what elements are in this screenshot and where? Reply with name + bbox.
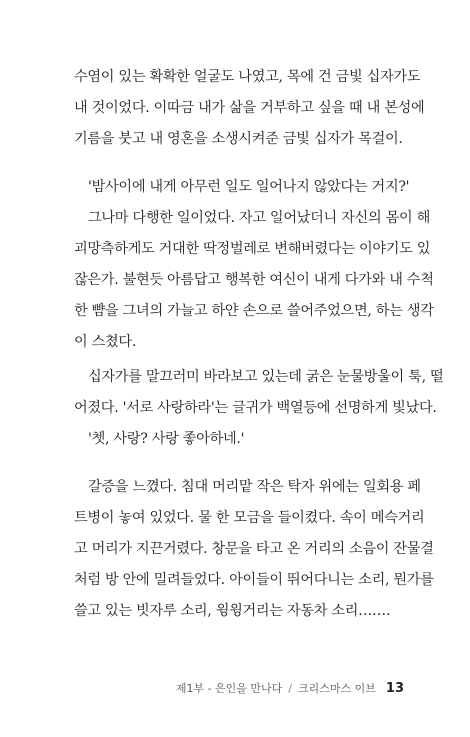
text-line: 고 머리가 지끈거렸다. 창문을 타고 온 거리의 소음이 잔물결 [74, 541, 434, 557]
text-line: 어졌다. '서로 사랑하라'는 글귀가 백열등에 선명하게 빛났다. [74, 400, 437, 416]
paragraph-4 [74, 472, 434, 627]
text-line: 십자가를 말끄러미 바라보고 있는데 굵은 눈물방울이 툭, 떨 [88, 369, 444, 385]
text-line: '밤사이에 내게 아무런 일도 일어나지 않았다는 거지?' [88, 179, 410, 195]
text-line: 쓸고 있는 빗자루 소리, 윙윙거리는 자동차 소리……. [74, 603, 391, 619]
paragraph-1 [74, 62, 425, 155]
text-line: 갈증을 느꼈다. 침대 머리맡 작은 탁자 위에는 일회용 페 [88, 479, 421, 495]
text-line: 내 것이었다. 이따금 내가 삶을 거부하고 싶을 때 내 본성에 [74, 100, 425, 116]
footer-chapter-title: 크리스마스 이브 [298, 682, 376, 695]
footer-divider: / [288, 682, 293, 695]
text-line: 괴망측하게도 거대한 딱정벌레로 변해버렸다는 이야기도 있 [74, 241, 431, 257]
running-footer [176, 680, 404, 696]
text-line: 수염이 있는 확확한 얼굴도 나였고, 목에 건 금빛 십자가도 [74, 69, 421, 85]
text-line: 트병이 놓여 있었다. 물 한 모금을 들이켰다. 속이 메슥거리 [74, 510, 425, 526]
page-number: 13 [385, 681, 404, 696]
paragraph-2 [74, 172, 434, 358]
text-line: 그나마 다행한 일이었다. 자고 일어났더니 자신의 몸이 해 [88, 210, 430, 226]
text-line: '쳇, 사랑? 사랑 좋아하네.' [88, 431, 245, 447]
text-line: 기름을 붓고 내 영혼을 소생시켜준 금빛 십자가 목걸이. [74, 131, 403, 147]
paragraph-3 [74, 362, 444, 455]
footer-part-title: 제1부 - 은인을 만나다 [175, 682, 283, 695]
text-line: 한 뺨을 그녀의 가늘고 하얀 손으로 쓸어주었으면, 하는 생각 [74, 303, 434, 319]
text-line: 잖은가. 불현듯 아름답고 행복한 여신이 내게 다가와 내 수척 [74, 272, 434, 288]
text-line: 처럼 방 안에 밀려들었다. 아이들이 뛰어다니는 소리, 뭔가를 [74, 572, 434, 588]
text-line: 이 스쳤다. [74, 334, 137, 350]
